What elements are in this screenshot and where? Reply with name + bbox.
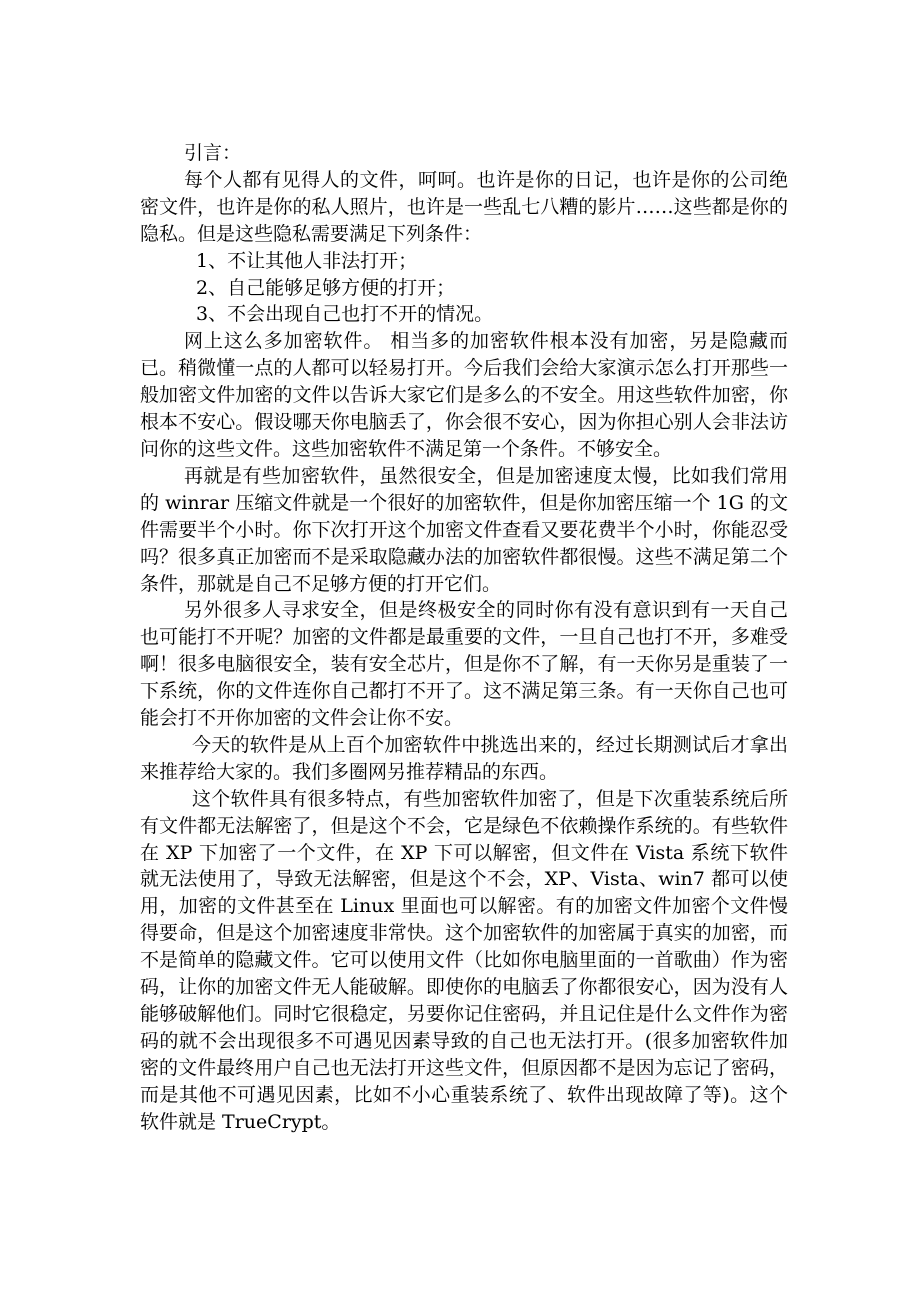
document-body bbox=[140, 140, 788, 1136]
condition-item: 2、自己能够足够方便的打开； bbox=[196, 276, 456, 299]
body-paragraph: 网上这么多加密软件。 相当多的加密软件根本没有加密，另是隐藏而已。稍微懂一点的人都可以轻易打开。今后我们会给大家演示怎么打开那些一般加密文件加密的文件以告诉大家它们是多么的不安全。用这些软件加密，你根本不安心。假设哪天你电脑丢了，你会很不安心，因为你担心别人会非法访问你的这些文件。这些加密软件不满足第一个条件。不够安全。 bbox=[140, 330, 788, 460]
body-paragraph: 再就是有些加密软件，虽然很安全，但是加密速度太慢，比如我们常用的 winrar 压缩文件就是一个很好的加密软件，但是你加密压缩一个 1G 的文件需要半个小时。你下次打开这个加密文件查看又要花费半个小时，你能忍受吗？很多真正加密而不是采取隐藏办法的加密软件都很慢。这些不满足第二个条件，那就是自己不足够方便的打开它们。 bbox=[140, 464, 788, 595]
body-paragraph: 这个软件具有很多特点，有些加密软件加密了，但是下次重装系统后所有文件都无法解密了，但是这个不会，它是绿色不依赖操作系统的。有些软件在 XP 下加密了一个文件，在 XP 下可以解密，但文件在 Vista 系统下软件就无法使用了，导致无法解密，但是这个不会，XP、Vista、win7 都可以使用，加密的文件甚至在 Linux 里面也可以解密。有的加密文件加密个文件慢得要命，但是这个加密速度非常快。这个加密软件的加密属于真实的加密，而不是简单的隐藏文件。它可以使用文件（比如你电脑里面的一首歌曲）作为密码，让你的加密文件无人能破解。即使你的电脑丢了你都很安心，因为没有人能够破解他们。同时它很稳定，另要你记住密码，并且记住是什么文件作为密码的就不会出现很多不可遇见因素导致的自己也无法打开。(很多加密软件加密的文件最终用户自己也无法打开这些文件，但原因都不是因为忘记了密码，而是其他不可遇见因素，比如不小心重装系统了、软件出现故障了等)。这个软件就是 TrueCrypt。 bbox=[140, 787, 788, 1133]
condition-item: 3、不会出现自己也打不开的情况。 bbox=[196, 303, 494, 326]
body-paragraph: 另外很多人寻求安全，但是终极安全的同时你有没有意识到有一天自己也可能打不开呢？加密的文件都是最重要的文件，一旦自己也打不开，多难受啊！很多电脑很安全，装有安全芯片，但是你不了解，有一天你另是重装了一下系统，你的文件连你自己都打不开了。这不满足第三条。有一天你自己也可能会打不开你加密的文件会让你不安。 bbox=[140, 599, 788, 730]
condition-item: 1、不让其他人非法打开； bbox=[196, 249, 418, 272]
intro-paragraph: 每个人都有见得人的文件，呵呵。也许是你的日记，也许是你的公司绝密文件，也许是你的私人照片，也许是一些乱七八糟的影片……这些都是你的隐私。但是这些隐私需要满足下列条件： bbox=[140, 168, 788, 245]
section-heading: 引言： bbox=[184, 142, 242, 164]
body-paragraph: 今天的软件是从上百个加密软件中挑选出来的，经过长期测试后才拿出来推荐给大家的。我们多圈网另推荐精品的东西。 bbox=[140, 733, 788, 783]
